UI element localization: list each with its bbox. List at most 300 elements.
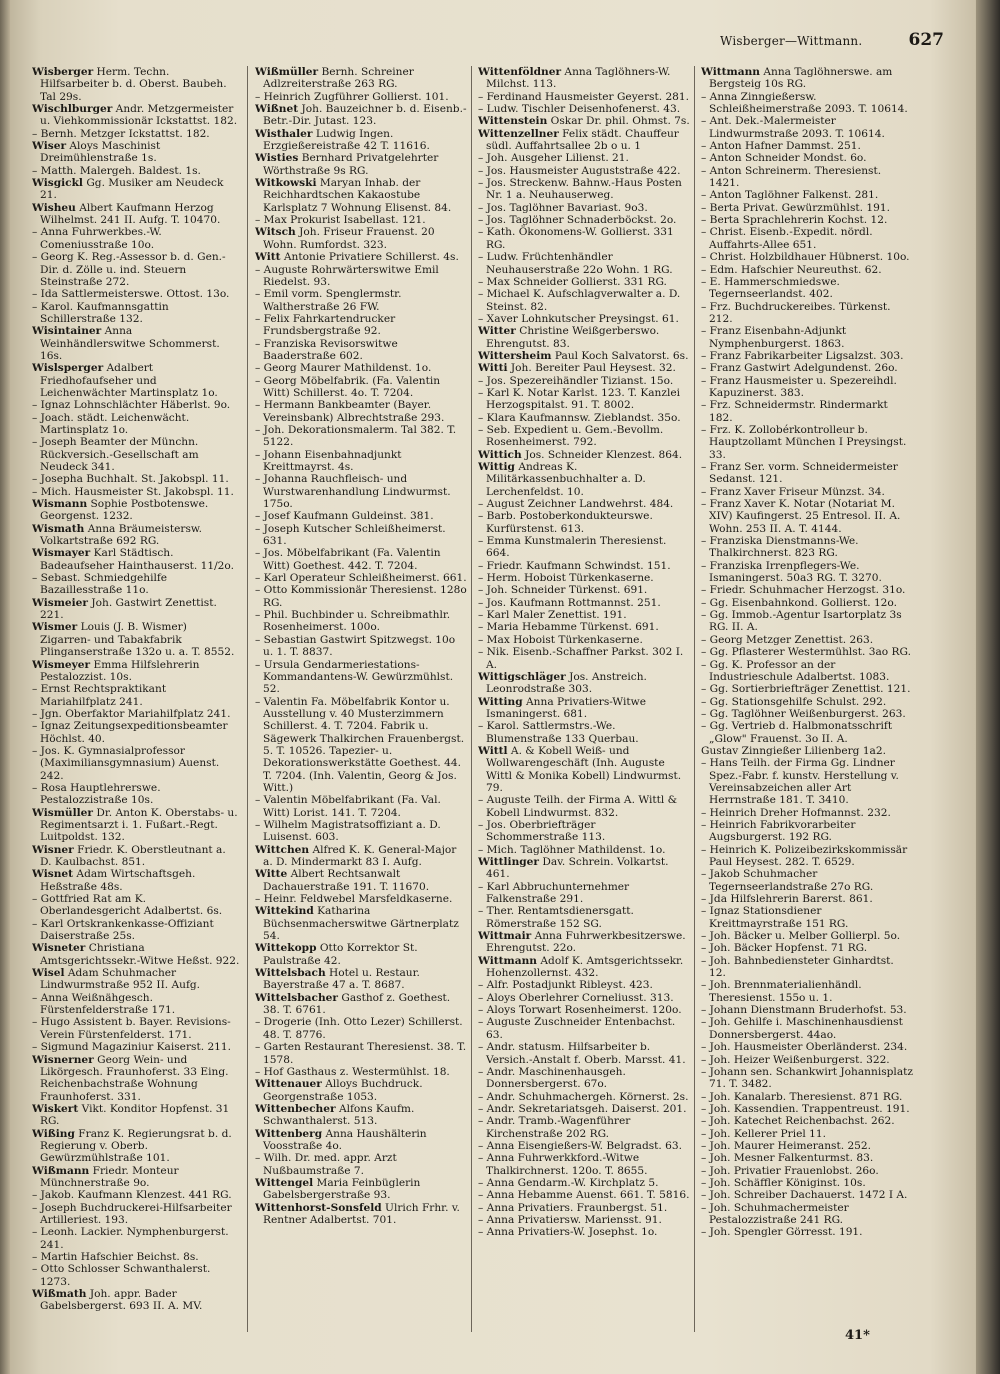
directory-entry xyxy=(701,868,913,893)
directory-entry xyxy=(701,165,913,190)
directory-entry xyxy=(701,424,913,461)
directory-entry xyxy=(478,1004,690,1016)
entry-surname: Wittl xyxy=(478,744,508,757)
directory-entry xyxy=(701,251,913,263)
directory-entry xyxy=(478,103,690,115)
directory-entry xyxy=(478,1214,690,1226)
directory-entry xyxy=(701,584,913,596)
entry-text: – Jos. Taglöhner Bavariast. 9o3. xyxy=(478,201,648,214)
entry-text: Gustav Zinngießer Lilienberg 1a2. xyxy=(701,744,886,757)
entry-text: – Barb. Postoberkondukteurswe. Kurfürstenst. 613. xyxy=(478,510,653,535)
directory-entry xyxy=(32,251,240,288)
entry-surname: Wisthaler xyxy=(255,127,313,140)
entry-text: – Georg Metzger Zenettist. 263. xyxy=(701,633,874,646)
entry-text: – Sebastian Gastwirt Spitzwegst. 10o u. 1. T. 8837. xyxy=(255,633,456,659)
entry-text: – Heinrich Zugführer Gollierst. 101. xyxy=(255,90,449,103)
directory-entry xyxy=(32,572,240,597)
directory-entry xyxy=(478,375,690,387)
entry-text: – Joach. städt. Leichenwächt. Martinsplatz 1o. xyxy=(32,411,190,436)
entry-text: – Gg. K. Professor an der Industrieschule Adalbertst. 1083. xyxy=(701,658,890,683)
column-4 xyxy=(701,66,913,1332)
directory-entry xyxy=(255,1128,467,1153)
directory-entry xyxy=(32,868,240,893)
entry-text: – Aloys Torwart Rosenheimerst. 120o. xyxy=(478,1004,682,1017)
directory-entry xyxy=(701,486,913,498)
directory-entry xyxy=(32,1226,240,1251)
directory-entry xyxy=(255,375,467,400)
entry-text: – Gg. Sortierbriefträger Zenettist. 121. xyxy=(701,683,911,696)
entry-text: – Ignaz Stationsdiener Kreittmayrstraße 151 RG. xyxy=(701,905,849,930)
directory-entry xyxy=(478,424,690,449)
directory-entry xyxy=(701,683,913,695)
entry-surname: Wisnet xyxy=(32,868,74,881)
entry-surname: Wißing xyxy=(32,1127,75,1140)
entry-text: – Ignaz Lohnschlächter Häberlst. 9o. xyxy=(32,399,231,412)
column-2 xyxy=(255,66,467,1332)
entry-text: – Jakob. Kaufmann Klenzest. 441 RG. xyxy=(32,1189,232,1202)
running-head: Wisberger—Wittmann. xyxy=(720,34,863,48)
entry-text: Christine Weißgerberswo. Ehrengutst. 83. xyxy=(486,325,660,350)
entry-text: – Herm. Hoboist Türkenkaserne. xyxy=(478,572,654,585)
entry-surname: Wittchen xyxy=(255,843,310,856)
entry-text: Albert Kaufmann Herzog Wilhelmst. 241 II. Aufg. T. 10470. xyxy=(40,201,221,227)
entry-text: – Gg. Eisenbahnkond. Gollierst. 12o. xyxy=(701,596,897,609)
directory-entry xyxy=(478,819,690,844)
entry-text: – Ernst Rechtspraktikant Mariahilfplatz 241. xyxy=(32,683,167,708)
entry-text: Christiana Amtsgerichtssekr.-Witwe Heßst. 922. xyxy=(40,942,240,967)
entry-text: – Franz Fabrikarbeiter Ligsalzst. 303. xyxy=(701,349,904,362)
entry-text: – Johann Eisenbahnadjunkt Kreittmayrst. 4s. xyxy=(255,448,402,473)
directory-entry xyxy=(701,1202,913,1227)
directory-entry xyxy=(701,1152,913,1164)
entry-surname: Witting xyxy=(478,695,523,708)
entry-text: Andr. Metzgermeister u. Viehkommissionär Ickstattst. 182. xyxy=(40,103,238,128)
entry-text: Anna Privatiers-Witwe Ismaningerst. 681. xyxy=(486,695,646,720)
column-divider xyxy=(247,66,248,1332)
entry-text: – Joh. Katechet Reichenbachst. 262. xyxy=(701,1115,895,1128)
entry-surname: Wisgickl xyxy=(32,177,83,190)
directory-entry xyxy=(255,399,467,424)
directory-entry xyxy=(478,1115,690,1140)
entry-text: – Valentin Möbelfabrikant (Fa. Val. Witt) Lorist. 141. T. 7204. xyxy=(255,794,441,819)
directory-entry xyxy=(255,868,467,893)
entry-text: – Ther. Rentamtsdienersgatt. Römerstraße 152 SG. xyxy=(478,905,634,930)
directory-entry xyxy=(701,893,913,905)
entry-surname: Witter xyxy=(478,325,516,338)
entry-surname: Wittekind xyxy=(255,905,314,918)
entry-surname: Wisel xyxy=(32,967,65,980)
entry-text: – Jos. Streckenw. Bahnw.-Haus Posten Nr. 1 a. Neuhauserweg. xyxy=(478,177,682,202)
entry-surname: Wiser xyxy=(32,140,67,153)
entry-text: – Johanna Rauchfleisch- und Wurstwarenhandlung Lindwurmst. 175o. xyxy=(255,473,451,511)
directory-entry xyxy=(478,1152,690,1177)
entry-text: Alfons Kaufm. Schwanthalerst. 513. xyxy=(263,1102,415,1128)
directory-entry xyxy=(701,757,913,806)
directory-entry xyxy=(255,1016,467,1041)
entry-text: – Anna Gendarm.-W. Kirchplatz 5. xyxy=(478,1176,659,1189)
entry-text: – Anna Fuhrwerkbes.-W. Comeniusstraße 10o. xyxy=(32,226,162,251)
entry-surname: Wittengel xyxy=(255,1176,314,1189)
directory-entry xyxy=(701,461,913,486)
entry-surname: Wisnerner xyxy=(32,1053,94,1066)
entry-text: – Hof Gasthaus z. Westermühlst. 18. xyxy=(255,1065,450,1078)
entry-text: – Auguste Teilh. der Firma A. Wittl & Kobell Lindwurmst. 832. xyxy=(478,794,678,819)
entry-text: Alfred K. K. General-Major a. D. Mindermarkt 83 I. Aufg. xyxy=(263,843,457,868)
directory-entry xyxy=(478,720,690,745)
entry-text: Adam Wirtschaftsgeh. Heßstraße 48s. xyxy=(40,868,196,893)
directory-entry xyxy=(478,671,690,696)
directory-entry xyxy=(701,276,913,301)
entry-text: Friedr. K. Oberstleutnant a. D. Kaulbachst. 851. xyxy=(40,843,226,868)
directory-entry xyxy=(32,547,240,572)
entry-text: – Andr. Maschinenhausgeh. Donnersbergerst. 67o. xyxy=(478,1065,626,1091)
entry-text: – Jos. Oberbriefträger Schommerstraße 113. xyxy=(478,818,606,844)
entry-text: – Emil vorm. Spenglermstr. Waltherstraße 26 FW. xyxy=(255,288,402,313)
directory-entry xyxy=(478,794,690,819)
directory-entry xyxy=(478,696,690,721)
directory-entry xyxy=(255,794,467,819)
directory-entry xyxy=(478,115,690,127)
directory-entry xyxy=(701,646,913,658)
directory-entry xyxy=(478,597,690,609)
directory-entry xyxy=(255,967,467,992)
entry-text: – Joh. Kellerer Priel 11. xyxy=(701,1127,827,1140)
directory-entry xyxy=(32,992,240,1017)
entry-surname: Wittlinger xyxy=(478,856,540,868)
entry-text: – Joh. Kassendien. Trappentreust. 191. xyxy=(701,1102,910,1115)
entry-surname: Wisner xyxy=(32,843,74,856)
directory-entry xyxy=(478,202,690,214)
directory-entry xyxy=(478,325,690,350)
entry-text: – Joh. Bäcker Hopfenst. 71 RG. xyxy=(701,942,868,955)
directory-entry xyxy=(701,91,913,116)
entry-text: – Joh. Schäffler Königinst. 10s. xyxy=(701,1176,866,1189)
entry-surname: Wittelsbacher xyxy=(255,991,338,1004)
entry-text: – Joh. Maurer Heimeranst. 252. xyxy=(701,1139,872,1152)
directory-entry xyxy=(478,1202,690,1214)
entry-surname: Wisties xyxy=(255,152,299,165)
entry-text: – Gg. Taglöhner Weißenburgerst. 263. xyxy=(701,707,906,720)
entry-surname: Wittenauer xyxy=(255,1078,322,1091)
entry-text: – Johann Dienstmann Bruderhofst. 53. xyxy=(701,1004,907,1017)
entry-text: – Gg. Immob.-Agentur Isartorplatz 3s RG. II. A. xyxy=(701,609,902,634)
directory-entry xyxy=(478,609,690,621)
directory-entry xyxy=(478,313,690,325)
entry-surname: Wisneter xyxy=(32,942,86,955)
directory-entry xyxy=(478,449,690,461)
directory-entry xyxy=(478,251,690,276)
directory-entry xyxy=(255,572,467,584)
directory-entry xyxy=(701,942,913,954)
entry-surname: Wismann xyxy=(32,498,88,511)
directory-entry xyxy=(701,560,913,585)
directory-entry xyxy=(32,165,240,177)
entry-text: Anna Weinhändlerswitwe Schommerst. 16s. xyxy=(40,325,220,362)
entry-text: – Joh. Gehilfe i. Maschinenhausdienst Donnersbergerst. 44ao. xyxy=(701,1016,903,1041)
entry-surname: Wittenberg xyxy=(255,1127,323,1140)
directory-entry xyxy=(478,1066,690,1091)
directory-entry xyxy=(32,597,240,622)
entry-text: – Heinrich Dreher Hofmannst. 232. xyxy=(701,806,891,819)
entry-text: – Jda Hilfslehrerin Barerst. 861. xyxy=(701,893,873,906)
entry-text: – Ferdinand Hausmeister Geyerst. 281. xyxy=(478,90,690,103)
directory-entry xyxy=(701,535,913,560)
entry-text: – Andr. Sekretariatsgeh. Daiserst. 201. xyxy=(478,1102,687,1115)
entry-text: – Auguste Zuschneider Entenbachst. 63. xyxy=(478,1016,676,1041)
entry-text: Ludwig Ingen. Erzgießereistraße 42 T. 11616. xyxy=(263,127,430,153)
entry-text: – Karol. Kaufmannsgattin Schillerstraße 132. xyxy=(32,300,169,325)
directory-entry xyxy=(701,1066,913,1091)
entry-text: – Franziska Revisorswitwe Baaderstraße 602. xyxy=(255,337,398,362)
entry-text: Katharina Büchsenmacherswitwe Gärtnerplatz 54. xyxy=(263,905,459,943)
directory-entry xyxy=(255,424,467,449)
directory-entry xyxy=(32,1041,240,1053)
directory-entry xyxy=(255,634,467,659)
directory-entry xyxy=(255,1078,467,1103)
directory-entry xyxy=(32,1202,240,1227)
entry-text: – Frz. Buchdruckereibes. Türkenst. 212. xyxy=(701,300,891,325)
directory-entry xyxy=(701,375,913,400)
entry-text: – Drogerie (Inh. Otto Lezer) Schillerst. 48. T. 8776. xyxy=(255,1016,463,1041)
entry-text: – Ursula Gendarmeriestations-Kommandantens-W. Gewürzmühlst. 52. xyxy=(255,658,454,696)
entry-text: – Franz Gastwirt Adelgundenst. 26o. xyxy=(701,362,898,375)
directory-entry xyxy=(255,251,467,263)
entry-text: Aloys Maschinist Dreimühlenstraße 1s. xyxy=(40,140,161,165)
entry-text: – Joseph Beamter der Münchn. Rückversich.-Gesellschaft am Neudeck 341. xyxy=(32,436,199,473)
entry-text: Jos. Schneider Klenzest. 864. xyxy=(521,448,683,461)
entry-surname: Wisheu xyxy=(32,201,76,214)
directory-entry xyxy=(255,905,467,942)
directory-entry xyxy=(478,66,690,91)
directory-entry xyxy=(701,819,913,844)
directory-entry xyxy=(701,1226,913,1238)
entry-text: – Anna Privatiers. Fraunbergst. 51. xyxy=(478,1201,668,1214)
entry-text: Louis (J. B. Wismer) Zigarren- und Tabakfabrik Plinganserstraße 132o u. a. T. 8552. xyxy=(40,621,235,659)
entry-text: – Karl K. Notar Karlst. 123. T. Kanzlei Herzogspitalst. 91. T. 8002. xyxy=(478,386,681,412)
entry-text: – Otto Kommissionär Theresienst. 128o RG. xyxy=(255,584,467,609)
directory-entry xyxy=(32,918,240,943)
directory-entry xyxy=(478,584,690,596)
directory-entry xyxy=(478,646,690,671)
entry-text: Maryan Inhab. der Reichhardtschen Kakaostube Karlsplatz 7 Wohnung Elisenst. 84. xyxy=(263,177,452,214)
entry-text: Anna Taglöhnerswe. am Bergsteig 10s RG. xyxy=(709,66,893,91)
entry-text: – Georg Möbelfabrik. (Fa. Valentin Witt) Schillerst. 4o. T. 7204. xyxy=(255,374,441,399)
entry-surname: Wittenföldner xyxy=(478,66,562,78)
directory-entry xyxy=(32,66,240,103)
entry-text: – Karl Operateur Schleißheimerst. 661. xyxy=(255,572,467,585)
entry-text: – Michael K. Aufschlagverwalter a. D. Steinst. 82. xyxy=(478,288,681,313)
entry-surname: Wischlburger xyxy=(32,103,113,116)
entry-surname: Witti xyxy=(478,362,508,375)
entry-text: Adolf K. Amtsgerichtssekr. Hohenzollernst. 432. xyxy=(486,954,684,980)
entry-surname: Wittmann xyxy=(478,954,538,967)
entry-text: Maria Feinbüglerin Gabelsbergerstraße 93. xyxy=(263,1176,421,1202)
entry-surname: Wismüller xyxy=(32,806,93,819)
directory-entry xyxy=(701,930,913,942)
entry-text: Vikt. Konditor Hopfenst. 31 RG. xyxy=(40,1102,230,1128)
entry-text: – August Zeichner Landwehrst. 484. xyxy=(478,498,674,511)
entry-surname: Wismeyer xyxy=(32,658,91,671)
entry-text: – Friedr. Kaufmann Schwindst. 151. xyxy=(478,559,671,572)
directory-entry xyxy=(478,1041,690,1066)
entry-text: Karl Städtisch. Badeaufseher Hainthauserst. 11/2o. xyxy=(40,547,234,572)
entry-text: – Ida Sattlermeisterswe. Ottost. 13o. xyxy=(32,288,230,301)
directory-entry xyxy=(478,1140,690,1152)
entry-surname: Wislsperger xyxy=(32,362,104,375)
entry-text: – Franz Ser. vorm. Schneidermeister Sedanst. 121. xyxy=(701,461,898,486)
directory-entry xyxy=(32,893,240,918)
entry-text: – Joh. Kanalarb. Theresienst. 871 RG. xyxy=(701,1090,903,1103)
directory-entry xyxy=(701,1177,913,1189)
directory-entry xyxy=(32,967,240,992)
entry-text: Bernhard Privatgelehrter Wörthstraße 9s RG. xyxy=(263,152,439,177)
entry-surname: Wittersheim xyxy=(478,349,552,362)
entry-surname: Wißmann xyxy=(32,1164,90,1177)
entry-text: Alloys Buchdruck. Georgenstraße 1053. xyxy=(263,1078,423,1103)
directory-entry xyxy=(32,1165,240,1190)
directory-entry xyxy=(701,1016,913,1041)
entry-text: – Edm. Hafschier Neureuthst. 62. xyxy=(701,263,882,276)
entry-text: – Hugo Assistent b. Bayer. Revisions-Verein Fürstenfelderst. 171. xyxy=(32,1016,231,1041)
directory-entry xyxy=(701,659,913,684)
entry-surname: Wißmath xyxy=(32,1288,87,1301)
directory-entry xyxy=(478,992,690,1004)
entry-text: Andreas K. Militärkassenbuchhalter a. D. Lerchenfeldst. 10. xyxy=(486,461,646,498)
entry-text: – Ludw. Früchtenhändler Neuhauserstraße 22o Wohn. 1 RG. xyxy=(478,251,673,276)
directory-entry xyxy=(478,1091,690,1103)
entry-text: – Phil. Buchbinder u. Schreibmathlr. Rosenheimerst. 100o. xyxy=(255,609,451,634)
entry-text: – Franz Xaver Friseur Münzst. 34. xyxy=(701,485,885,498)
page-left-edge xyxy=(0,0,10,1374)
directory-entry xyxy=(701,301,913,326)
directory-entry xyxy=(478,535,690,560)
directory-entry xyxy=(478,1177,690,1189)
directory-entry xyxy=(32,659,240,684)
entry-text: – Anton Schreinerm. Theresienst. 1421. xyxy=(701,164,882,190)
entry-text: – Jos. Kaufmann Rottmannst. 251. xyxy=(478,596,661,609)
entry-text: – Klara Kaufmannsw. Zieblandst. 35o. xyxy=(478,411,681,424)
directory-entry xyxy=(478,572,690,584)
entry-text: – Max Hoboist Türkenkaserne. xyxy=(478,633,643,646)
entry-text: – Joh. Brennmaterialienhändl. Theresienst. 155o u. 1. xyxy=(701,979,862,1004)
directory-entry xyxy=(32,226,240,251)
entry-text: – Franz Xaver K. Notar (Notariat M. XIV) Kaufingerst. 25 Entresol. II. A. Wohn. 253 II. A. T. 4144. xyxy=(701,498,901,535)
directory-entry xyxy=(32,140,240,165)
directory-entry xyxy=(478,1103,690,1115)
directory-entry xyxy=(701,609,913,634)
entry-text: – Joh. Heizer Weißenburgerst. 322. xyxy=(701,1053,890,1066)
entry-text: – Joh. Bahnbediensteter Ginhardtst. 12. xyxy=(701,954,894,980)
entry-text: – Karl Maler Zenettist. 191. xyxy=(478,609,627,622)
directory-entry xyxy=(255,844,467,869)
entry-text: – Andr. Schuhmachergeh. Körnerst. 2s. xyxy=(478,1090,689,1103)
entry-text: – Maria Hebamme Türkenst. 691. xyxy=(478,621,659,634)
directory-entry xyxy=(32,486,240,498)
directory-entry xyxy=(255,128,467,153)
directory-entry xyxy=(32,301,240,326)
directory-entry xyxy=(478,91,690,103)
entry-text: – Frz. Schneidermstr. Rindermarkt 182. xyxy=(701,399,888,424)
directory-entry xyxy=(701,152,913,164)
directory-entry xyxy=(701,362,913,374)
directory-entry xyxy=(701,708,913,720)
entry-text: Franz K. Regierungsrat b. d. Regierung v. Oberb. Gewürzmühlstraße 101. xyxy=(40,1127,232,1165)
entry-text: – Anna Privatiersw. Mariensst. 91. xyxy=(478,1213,662,1226)
directory-entry xyxy=(478,856,690,881)
directory-entry xyxy=(701,955,913,980)
directory-entry xyxy=(32,807,240,844)
directory-entry xyxy=(478,621,690,633)
entry-text: Albert Rechtsanwalt Dachauerstraße 191. T. 11670. xyxy=(263,868,430,893)
entry-surname: Wisberger xyxy=(32,66,94,78)
entry-text: Antonie Privatiere Schillerst. 4s. xyxy=(280,251,459,264)
directory-entry xyxy=(478,930,690,955)
entry-text: – Seb. Expedient u. Gem.-Bevollm. Rosenheimerst. 792. xyxy=(478,423,664,449)
directory-entry xyxy=(32,1263,240,1288)
entry-text: – Joh. Privatier Frauenlobst. 26o. xyxy=(701,1164,879,1177)
entry-text: Ulrich Frhr. v. Rentner Adalbertst. 701. xyxy=(263,1201,460,1226)
entry-text: Gg. Musiker am Neudeck 21. xyxy=(40,177,224,202)
directory-entry xyxy=(32,708,240,720)
directory-entry xyxy=(255,1103,467,1128)
entry-text: – Georg K. Reg.-Assessor b. d. Gen.-Dir. d. Zölle u. ind. Steuern Steinstraße 272. xyxy=(32,251,226,288)
directory-entry xyxy=(478,498,690,510)
entry-text: Joh. Friseur Frauenst. 20 Wohn. Rumfordst. 323. xyxy=(263,226,435,251)
entry-surname: Wittenhorst-Sonsfeld xyxy=(255,1201,382,1214)
directory-entry xyxy=(701,844,913,869)
directory-entry xyxy=(32,720,240,745)
entry-text: Anna Fuhrwerkbesitzerswe. Ehrengutst. 22o. xyxy=(486,930,686,955)
directory-entry xyxy=(478,387,690,412)
directory-entry xyxy=(701,202,913,214)
entry-text: – Leonh. Lackier. Nymphenburgerst. 241. xyxy=(32,1226,229,1251)
entry-text: Dr. Anton K. Oberstabs- u. Regimentsarzt i. 1. Fußart.-Regt. Luitpoldst. 132. xyxy=(40,806,238,844)
entry-text: – Gg. Pflasterer Westermühlst. 3ao RG. xyxy=(701,646,911,659)
entry-surname: Wittekopp xyxy=(255,942,317,955)
entry-text: – Anna Fuhrwerkkford.-Witwe Thalkirchnerst. 120o. T. 8655. xyxy=(478,1152,648,1177)
entry-text: – Franz Eisenbahn-Adjunkt Nymphenburgerst. 1863. xyxy=(701,325,847,350)
entry-text: Otto Korrektor St. Paulstraße 42. xyxy=(263,942,418,967)
entry-text: – Nik. Eisenb.-Schaffner Parkst. 302 I. A. xyxy=(478,646,684,671)
entry-text: – Heinr. Feldwebel Marsfeldkaserne. xyxy=(255,893,453,906)
directory-entry xyxy=(478,128,690,153)
directory-entry xyxy=(255,177,467,214)
signature-mark: 41* xyxy=(845,1328,870,1343)
directory-entry xyxy=(32,1054,240,1103)
directory-entry xyxy=(701,350,913,362)
directory-entry xyxy=(255,609,467,634)
directory-entry xyxy=(701,1041,913,1053)
entry-text: Joh. Bauzeichner b. d. Eisenb.-Betr.-Dir. Jutast. 123. xyxy=(263,103,467,128)
entry-text: – Gg. Vertrieb d. Halbmonatsschrift „Glow" Frauenst. 3o II. A. xyxy=(701,720,893,745)
directory-entry xyxy=(478,165,690,177)
entry-surname: Witkowski xyxy=(255,177,317,190)
entry-text: – Ant. Dek.-Malermeister Lindwurmstraße 2093. T. 10614. xyxy=(701,115,885,140)
entry-surname: Wismer xyxy=(32,621,78,634)
entry-text: – Jos. Hausmeister Auguststraße 422. xyxy=(478,164,681,177)
directory-entry xyxy=(478,288,690,313)
directory-entry xyxy=(32,683,240,708)
entry-text: Emma Hilfslehrerin Pestalozzist. 10s. xyxy=(40,658,200,683)
entry-text: – Felix Fahrkartendrucker Frundsbergstraße 92. xyxy=(255,312,396,338)
directory-entry xyxy=(32,128,240,140)
directory-entry xyxy=(701,115,913,140)
directory-entry xyxy=(478,412,690,424)
entry-text: – Joseph Buchdruckerei-Hilfsarbeiter Artilleriest. 193. xyxy=(32,1201,232,1226)
entry-text: – Emma Kunstmalerin Theresienst. 664. xyxy=(478,535,667,560)
directory-entry xyxy=(255,338,467,363)
entry-text: – Josepha Buchhalt. St. Jakobspl. 11. xyxy=(32,473,229,486)
